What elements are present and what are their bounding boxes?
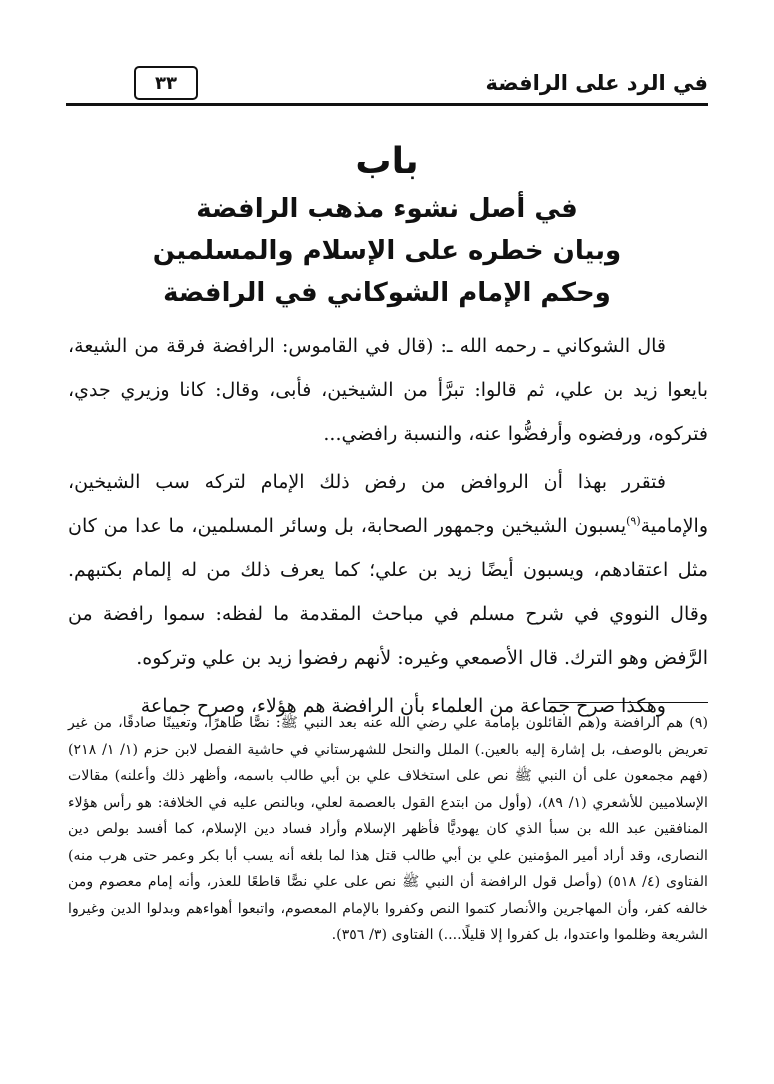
page-number: ٣٣: [134, 66, 198, 100]
paragraph-2-part-a: فتقرر بهذا أن الروافض من رفض ذلك الإمام لتركه سب الشيخين، والإمامية: [68, 471, 708, 537]
chapter-label: باب: [355, 141, 419, 182]
body-text: [68, 324, 708, 728]
paragraph-3: وهكذا صرح جماعة من العلماء بأن الرافضة هم هؤلاء، وصرح جماعة: [140, 695, 666, 717]
paragraph-2-part-b: يسبون الشيخين وجمهور الصحابة، بل وسائر المسلمين، ما عدا من كان مثل اعتقادهم، ويسبون أيضًا زيد بن علي؛ كما يعرف ذلك من له إلمام بكتبهم. وقال النووي في شرح مسلم في مباحث المقدمة ما لفظه: سموا رافضة من الرَّفض وهو الترك. قال الأصمعي وغيره: لأنهم رفضوا زيد بن علي وتركوه.: [68, 515, 708, 669]
paragraph-1: قال الشوكاني ـ رحمه الله ـ: (قال في القاموس: الرافضة فرقة من الشيعة، بايعوا زيد بن علي، ثم قالوا: تبرَّأ من الشيخين، فأبى، وقال: كانا وزيري جدي، فتركوه، ورفضوه وأرفضُّوا عنه، والنسبة رافضي...: [68, 335, 708, 445]
chapter-title-line-1: في أصل نشوء مذهب الرافضة: [196, 194, 578, 224]
header-rule: [66, 103, 708, 106]
footnote-text: (٩) هم الرافضة و(هم القائلون بإمامة علي رضي الله عنه بعد النبي ﷺ: نصًّا ظاهرًا، وتعيينًا صادقًا، من غير تعريض بالوصف، بل إشارة إليه بالعين.) الملل والنحل للشهرستاني في حاشية الفصل لابن حزم (١/ ١/ ٢١٨) (فهم مجمعون على أن النبي ﷺ نص على استخلاف علي بن أبي طالب باسمه، وأظهر ذلك وأعلنه) مقالات الإسلاميين للأشعري (١/ ٨٩)، (وأول من ابتدع القول بالعصمة لعلي، وبالنص عليه في الخلافة: هو رأس هؤلاء المنافقين عبد الله بن سبأ الذي كان يهوديًّا فأظهر الإسلام وأراد فساد دين الإسلام، كما أفسد بولص دين النصارى، وقد أراد أمير المؤمنين علي بن أبي طالب قتل هذا لما بلغه أنه يسب أبا بكر وعمر حتى هرب منه) الفتاوى (٤/ ٥١٨) (وأصل قول الرافضة أن النبي ﷺ نص على علي نصًّا قاطعًا للعذر، وأنه إمام معصوم ومن خالفه كفر، وأن المهاجرين والأنصار كتموا النص وكفروا بالإمام المعصوم، واتبعوا أهواءهم وبدلوا الدين وغيروا الشريعة وظلموا واعتدوا، بل كفروا إلا قليلًا....) الفتاوى (٣/ ٣٥٦).: [68, 715, 708, 943]
footnote-reference: (٩): [626, 514, 641, 528]
chapter-heading: [0, 136, 774, 314]
footnote: [68, 710, 708, 949]
chapter-title-line-2: وبيان خطره على الإسلام والمسلمين: [152, 236, 622, 266]
running-title: في الرد على الرافضة: [485, 71, 708, 95]
chapter-title-line-3: وحكم الإمام الشوكاني في الرافضة: [163, 278, 611, 308]
running-head: [134, 66, 708, 100]
paragraph-2: [68, 460, 708, 680]
footnote-rule: [548, 702, 708, 703]
